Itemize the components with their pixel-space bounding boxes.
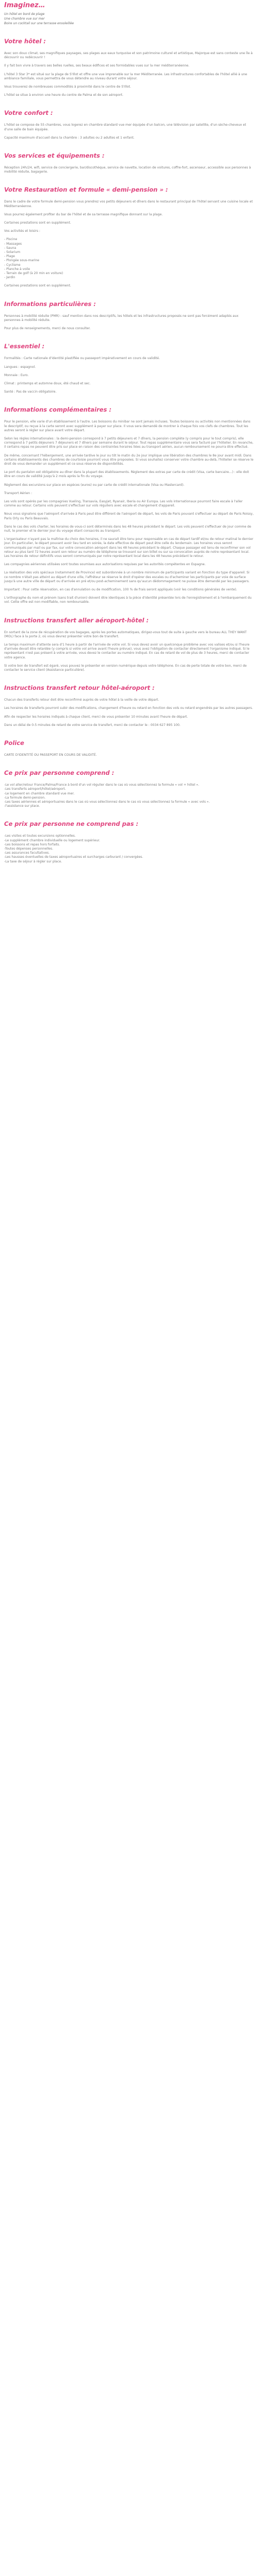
section-paragraph: La réalisation des vols spéciaux (notamment de Province) est subordonnée à un nombre minimum de participants variant en fonction du type d'appareil. Si ce nombre n'était pas atteint au départ d'une ville, l'affréteur se réserve le droit d'opérer des escales ou d'acheminer les participants par voie de surface jusqu'à une autre ville de départ ou d'arrivée en pré et/ou post-acheminement sans qu'aucun dédommagement ne puisse être demandé par les passagers. — [4, 571, 250, 583]
content-section — [4, 820, 254, 863]
section-paragraph: Chacun des transferts retour doit être reconfirmé auprès de votre hôtel à la veille de votre départ. — [4, 698, 159, 702]
section-paragraph: Important : Pour cette réservation, en cas d'annulation ou de modification, 100 % de frais seront appliqués (voir les conditions générales de vente). — [4, 588, 237, 591]
section-paragraph: Personnes à mobilité réduite (PMR) : sauf mention dans nos descriptifs, les hôtels et les infrastructures proposés ne sont pas forcément adaptés aux personnes à mobilité réduite. — [4, 314, 239, 322]
section-paragraph: Selon les règles internationales : la demi-pension correspond à 7 petits déjeuners et 7 dîners, la pension complète (y compris pour le tout compris), elle correspond à 7 petits déjeuners 7 déjeuners et 7 dîners par semaine durant le séjour. Tout repas supplémentaire vous sera facturé par l'hôtelier. En revanche, il certains repas ne peuvent être pris sur place en raison des contraintes horaires liées au transport aérien, aucun remboursement ne pourra être effectué. — [4, 436, 253, 449]
content-section — [4, 185, 254, 288]
section-paragraph: Règlement des excursions sur place en espèces (euros) ou par carte de crédit internationale (Visa ou Mastercard). — [4, 483, 185, 487]
section-paragraph: Capacité maximum d'accueil dans la chambre : 3 adultes ou 2 adultes et 1 enfant. — [4, 135, 135, 140]
section-paragraph: Certaines prestations sont en supplément. — [4, 284, 71, 288]
section-title: Votre hôtel : — [4, 38, 46, 45]
section-paragraph: Pour le pension, elle varie d'un établissement à l'autre. Les boissons du minibar ne sont jamais incluses. Toutes boissons ou activités non mentionnées dans le descriptif, ou reçue à la carte seront avec supplément à payer sur place. Il vous sera demandé de montrer à chaque fois vos clefs de chambres. Tout les autres seront à régler sur place avant votre départ. — [4, 420, 251, 432]
section-paragraph: Réception 24h/24, wifi, service de conciergerie, bar/discothèque, service de navette, location de voitures, coffre-fort, ascenseur, accessible aux personnes à mobilité réduite, bagagerie. — [4, 166, 251, 174]
content-section — [4, 151, 254, 174]
section-paragraph: L'hôtel se situe à environ une heure du centre de Palma et de son aéroport. — [4, 93, 123, 97]
section-paragraph: Formalités : Carte nationale d'identité plastifiée ou passeport impérativement en cours de validité. — [4, 357, 160, 361]
section-paragraph: Les vols sont opérés par les compagnies Vueling, Transavia, Easyjet, Ryanair, Iberia ou Air Europa. Les vols internationaux pourront faire escale à l'aller comme au retour. Certains vols peuvent s'effectuer sur vols réguliers avec escale et changement d'appareil. — [4, 499, 243, 508]
section-paragraph: Certaines prestations sont en supplément. — [4, 221, 71, 225]
section-paragraph: Les compagnies aériennes utilisées sont toutes soumises aux autorisations requises par les autorités compétentes en Espagne. — [4, 563, 206, 567]
content-section — [4, 342, 254, 394]
section-title: Ce prix par personne comprend : — [4, 769, 115, 777]
intro-block — [4, 0, 254, 26]
content-section — [4, 684, 254, 727]
intro-line: Une chambre vue sur mer — [4, 17, 45, 21]
section-title: Ce prix par personne ne comprend pas : — [4, 820, 139, 828]
section-paragraph: Langues : espagnol. — [4, 365, 36, 369]
section-title: L'essentiel : — [4, 343, 45, 350]
section-paragraph: De même, concernant l'hébergement, une arrivée tardive le jour ou tôt le matin du 2e jour implique une libération des chambres le 8e jour avant midi. Dans certains établissements des chambres de courtoisie pourront vous être proposées. Si vous souhaitez conserver votre chambre au-delà, l'hôtelier se réserve le droit de vous demander un supplément et ce sous réserve de disponibilités. — [4, 453, 254, 466]
section-paragraph: Vos activités et loisirs : — [4, 229, 40, 233]
section-paragraph: Vous pourrez également profiter du bar de l'hôtel et de sa terrasse magnifique donnant sur la plage. — [4, 212, 163, 216]
section-paragraph: -Les visites et toutes excursions optionnelles. -Le supplément chambre individuelle ou logement supérieur. -Les boissons et repas hors forfaits. -Toutes dépenses personnelles. -Les assurances facultatives. -Les hausses éventuelles de taxes aéroportuaires et surcharges carburant / convergées. -La taxe de séjour à régler sur place. — [4, 834, 143, 863]
section-paragraph: Dans le cas des vols charter, les horaires de vous-ci sont déterminés dans les 48 heures précédant le départ. Les vols peuvent s'effectuer de jour comme de nuit, le premier et le dernier jour du voyage étant consacrés au transport. — [4, 524, 251, 533]
content-section — [4, 300, 254, 331]
section-paragraph: Le port du pantalon est obligatoire au dîner dans la plupart des établissements. Règlement des extras par carte de crédit (Visa, carte bancaire…) : elle doit être en cours de validité jusqu'à 2 mois après la fin du voyage. — [4, 470, 249, 479]
content-section — [4, 739, 254, 757]
section-paragraph: Monnaie : Euro. — [4, 373, 29, 377]
section-paragraph: Afin de respecter les horaires indiqués à chaque client, merci de vous présenter 10 minutes avant l'heure de départ. — [4, 715, 188, 719]
section-paragraph: Avec son doux climat, ses magnifiques paysages, ses plages aux eaux turquoise et son patrimoine culturel et artistique, Majorque est sans conteste une île à découvrir ou redécouvrir ! — [4, 52, 253, 60]
section-paragraph: Vous trouverez de nombreuses commodités à proximité dans le centre de S'Illot. — [4, 85, 131, 89]
section-title: Votre confort : — [4, 109, 53, 117]
section-title: Informations particulières : — [4, 300, 96, 308]
section-paragraph: L'hôtel 3 Star 3* est situé sur la plage de S'Illot et offre une vue imprenable sur la mer Méditerranée. Les infrastructures confortables de l'hôtel allié à une ambiance familiale, vous permettra de vous détendre au niveau durant votre séjour. — [4, 72, 247, 80]
intro-title: Imaginez… — [4, 2, 45, 9]
page — [0, 0, 258, 864]
content-section — [4, 405, 254, 604]
section-paragraph: CARTE D'IDENTITÉ OU PASSEPORT EN COURS DE VALIDITÉ. — [4, 753, 97, 757]
section-paragraph: Santé : Pas de vaccin obligatoire. — [4, 390, 57, 394]
section-title: Votre Restauration et formule « demi-pension » : — [4, 186, 168, 194]
section-paragraph: Pour plus de renseignements, merci de nous consulter. — [4, 327, 91, 331]
section-paragraph: L'orthographe du nom et prénom (sans trait d'union) doivent être identiques à la pièce d'identité présentée lors de l'enregistrement et à l'embarquement du vol. Cette offre est non modifiable, non remboursable. — [4, 596, 252, 604]
section-title: Informations complémentaires : — [4, 406, 111, 414]
content-section — [4, 109, 254, 140]
section-paragraph: Nous vous signalons que l'aéroport d'arrivée à Paris peut être différent de l'aéroport de départ, les vols de Paris pouvant s'effectuer au départ de Paris Roissy, Paris Orly ou Paris Beauvais. — [4, 512, 254, 520]
section-paragraph: Dans un délai de 0-5 minutes de retard de votre service de transfert, merci de contacter le : 0034 627 895 100. — [4, 723, 181, 727]
content-section — [4, 37, 254, 97]
section-paragraph: - Piscine - Massages - Sauna - Solarium - Plage - Plongée sous-marine - Cyclisme - Planche à voile - Terrain de golf (à 20 min en voiture) - Jardin — [4, 238, 63, 280]
intro-line: Un hôtel en bord de plage — [4, 12, 45, 16]
section-paragraph: -Le vol aller/retour France/Palma/France à bord d'un vol régulier dans le cas où vous sélectionnez la formule « vol + hôtel ». -Les transferts aéroport/hôtel/aéroport. -Le logement en chambre standard vue mer. -La formule demi-pension. -Les taxes aériennes et aéroportuaires dans le cas où vous sélectionnez dans le cas où vous sélectionnez la formule « avec vols ». -l'assistance sur place. — [4, 783, 210, 808]
section-paragraph: Il y fait bon vivre à travers ses belles ruelles, ses beaux édifices et ses formidables vues sur la mer méditerranéenne. — [4, 64, 189, 68]
content-section — [4, 616, 254, 673]
section-paragraph: L'organisateur n'ayant pas la maîtrise du choix des horaires, il ne saurait être tenu pour responsable en cas de départ tardif et/ou de retour matinal le dernier jour. En particulier, le départ pouvant avoir lieu tard en soirée, la date effective de départ peut être celle du lendemain. Les horaires vous seront communiqués par mail ou par fax, sur votre convocation aéroport dans les 48 heures précédant le départ. Chaque passager est tenu de reconfirmer son vol retour au plus tard 72 heures avant son retour au numéro de téléphone se trouvant sur son billet ou sur sa convocation auprès de notre représentant local. Les horaires de retour définitifs vous seront communiqués par notre représentant local dans les 48 heures précédant le retour. — [4, 537, 253, 558]
section-paragraph: Si votre bon de transfert est égaré, vous pouvez le présenter en version numérique depuis votre téléphone. En cas de perte totale de votre bon, merci de contacter le service client (Assistance particulière). — [4, 664, 247, 672]
section-paragraph: Le temps maximum d'attente sera d'1 heure à partir de l'arrivée de votre vol. Si vous devez avoir un quelconque problème avec vos valises et/ou si l'heure d'arrivée devait être retardée (y compris si votre vol arrive avant l'heure prévue), vous avez l'obligation de contacter directement l'organisme indiqué. Si le représentant n'est pas présent à votre arrivée, vous devez le contacter au numéro indiqué. En cas de retard de vol de plus de 3 heures, merci de contacter votre agence. — [4, 643, 250, 659]
content-section — [4, 769, 254, 808]
section-paragraph: Dans le cadre de votre formule demi-pension vous prendrez vos petits déjeuners et dîners dans le restaurant principal de l'hôtel servant une cuisine locale et Méditerranéenne. — [4, 200, 253, 208]
section-title: Vos services et équipements : — [4, 152, 105, 160]
section-paragraph: Climat : printemps et automne doux, été chaud et sec. — [4, 381, 91, 385]
section-paragraph: Transport Aérien : — [4, 491, 33, 495]
section-title: Instructions transfert retour hôtel-aéroport : — [4, 684, 155, 692]
section-paragraph: En sortant de la zone de récupération de vos bagages, après les portes automatiques, dirigez-vous tout de suite à gauche vers le bureau ALL THEY WANT (MOL) face à la porte 2, où vous devrez présenter votre bon de transfert. — [4, 630, 247, 638]
section-paragraph: L'hôtel se compose de 55 chambres, vous logerez en chambre standard vue mer équipée d'un balcon, une télévision par satellite, d'un sèche-cheveux et d'une salle de bain équipée. — [4, 123, 246, 131]
section-title: Police — [4, 739, 24, 747]
content-sections — [4, 37, 254, 864]
section-title: Instructions transfert aller aéroport-hôtel : — [4, 616, 149, 624]
section-paragraph: Les horaires de transferts pourront subir des modifications, changement d'heure ou retard en fonction des vols ou retard engendrés par les autres passagers. — [4, 706, 253, 710]
intro-line: Boire un cocktail sur une terrasse ensoleillée — [4, 22, 74, 25]
